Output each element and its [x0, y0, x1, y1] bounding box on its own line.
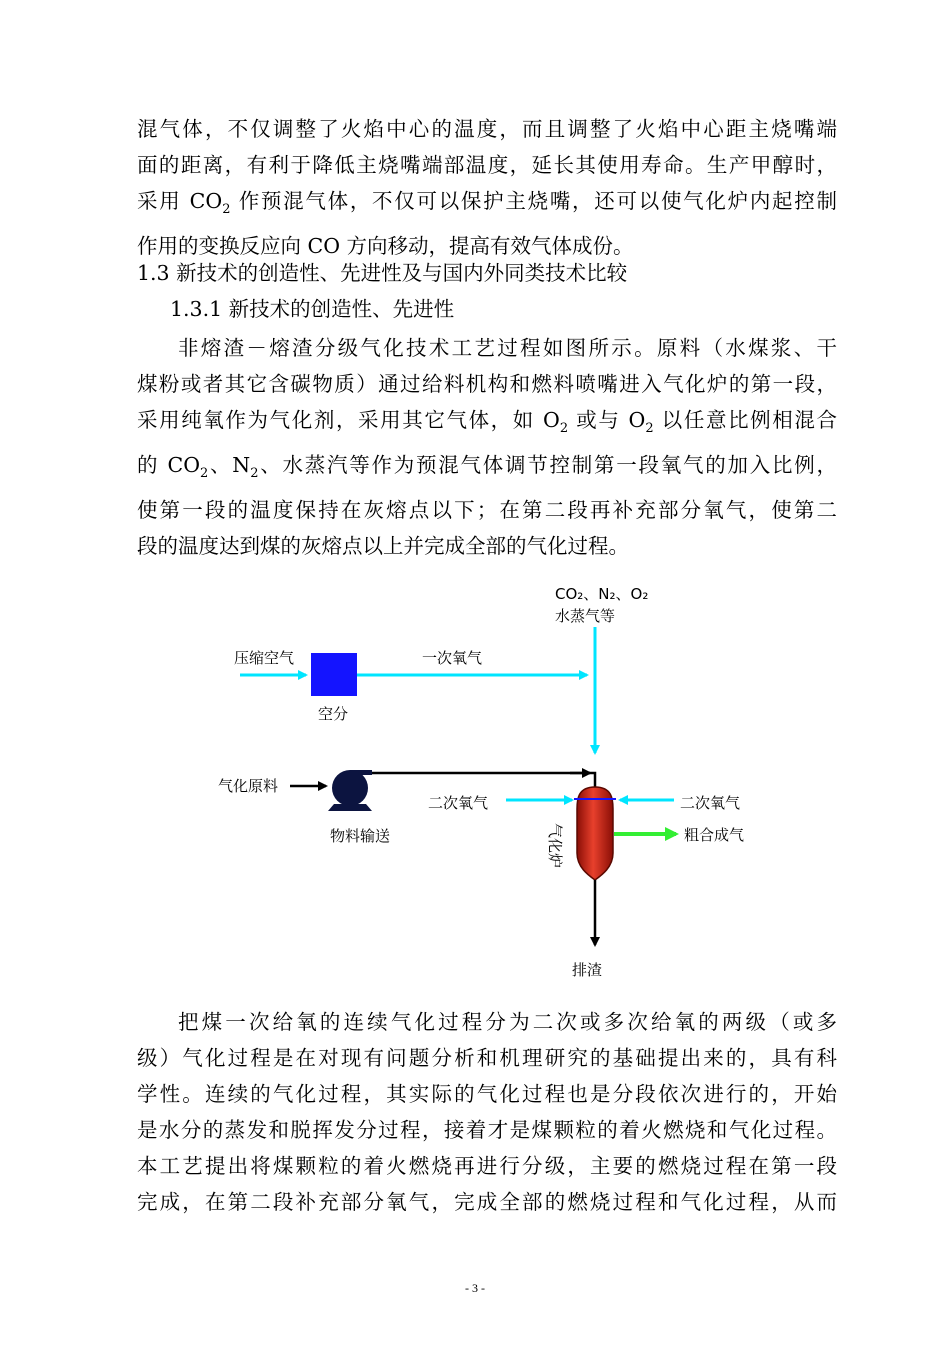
paragraph-1: [137, 111, 837, 264]
subsection-heading: 1.3.1 新技术的创造性、先进性: [170, 297, 455, 321]
feed-to-gasifier-line: [372, 773, 595, 789]
text-line: 完成，在第二段补充部分氧气，完成全部的燃烧过程和气化过程，从而: [137, 1190, 837, 1214]
paragraph-2: [137, 330, 837, 564]
air-separation-label: 空分: [318, 705, 349, 723]
secondary-oxygen-right-label: 二次氧气: [680, 794, 741, 812]
text-line: 采用 $CO_2$ 作预混气体，不仅可以保护主烧嘴，还可以使气化炉内起控制: [137, 189, 838, 218]
section-heading: 1.3 新技术的创造性、先进性及与国内外同类技术比较: [137, 261, 628, 285]
text-line: 级）气化过程是在对现有问题分析和机理研究的基础提出来的，具有科: [137, 1046, 837, 1070]
primary-oxygen-label: 一次氧气: [422, 649, 483, 667]
crude-syngas-label: 粗合成气: [684, 826, 745, 844]
gasification-feed-label: 气化原料: [218, 777, 279, 795]
air-separation-unit: [311, 653, 357, 696]
top-gas-label-line1: CO₂、N₂、O₂: [555, 585, 649, 603]
pump-icon: [328, 770, 372, 811]
text-line: 把煤一次给氧的连续气化过程分为二次或多次给氧的两级（或多: [178, 1010, 837, 1034]
material-transport-label: 物料输送: [330, 827, 391, 845]
text-line: 学性。连续的气化过程，其实际的气化过程也是分段依次进行的，开始: [137, 1082, 837, 1106]
compressed-air-label: 压缩空气: [234, 649, 295, 667]
slag-discharge-label: 排渣: [572, 961, 603, 979]
text-line: 段的温度达到煤的灰熔点以上并完成全部的气化过程。: [137, 534, 629, 559]
page-number: - 3 -: [465, 1281, 485, 1295]
top-gas-label-line2: 水蒸气等: [555, 607, 616, 625]
text-line: 面的距离，有利于降低主烧嘴端部温度，延长其使用寿命。生产甲醇时，: [137, 153, 837, 177]
text-line: 作用的变换反应向 CO 方向移动，提高有效气体成份。: [137, 234, 634, 259]
text-line: 的 $CO_2$、$N_2$、水蒸汽等作为预混气体调节控制第一段氧气的加入比例，: [137, 453, 838, 482]
text-line: 本工艺提出将煤颗粒的着火燃烧再进行分级，主要的燃烧过程在第一段: [137, 1154, 837, 1178]
secondary-oxygen-left-label: 二次氧气: [428, 794, 489, 812]
text-line: 煤粉或者其它含碳物质）通过给料机构和燃料喷嘴进入气化炉的第一段，: [137, 372, 837, 396]
gasifier-label: 气化炉: [546, 823, 564, 869]
text-line: 非熔渣－熔渣分级气化技术工艺过程如图所示。原料（水煤浆、干: [178, 336, 837, 360]
paragraph-3: [137, 1004, 837, 1220]
process-flow-diagram: [200, 575, 760, 985]
text-line: 混气体，不仅调整了火焰中心的温度，而且调整了火焰中心距主烧嘴端: [137, 117, 837, 141]
text-line: 是水分的蒸发和脱挥发分过程，接着才是煤颗粒的着火燃烧和气化过程。: [137, 1118, 837, 1142]
gasifier-vessel: [574, 787, 616, 880]
text-line: 采用纯氧作为气化剂，采用其它气体，如 $O_2$ 或与 $O_2$ 以任意比例相混合: [137, 408, 837, 437]
text-line: 使第一段的温度保持在灰熔点以下；在第二段再补充部分氧气，使第二: [137, 498, 837, 523]
